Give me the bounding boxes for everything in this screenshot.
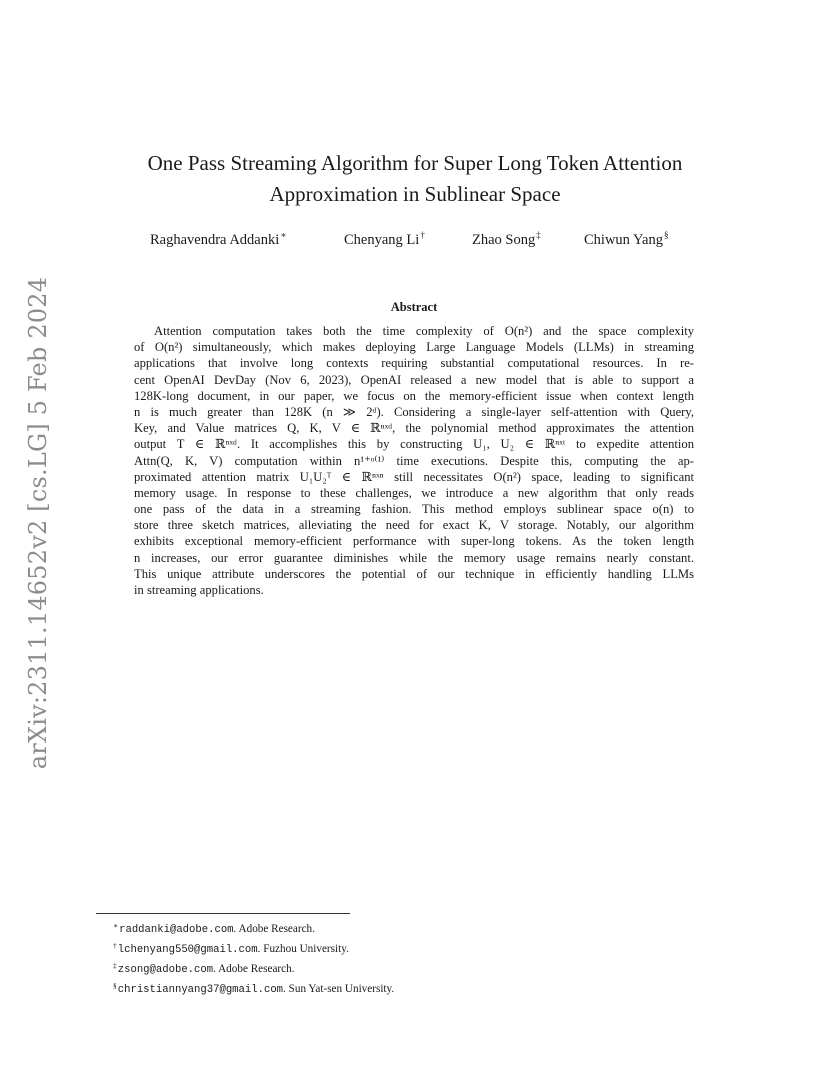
abstract-line: exhibits exceptional memory-efficient performance with super-long tokens. As the token length (134, 534, 694, 549)
footnote-email[interactable]: christiannyang37@gmail.com (117, 984, 284, 996)
abstract-line: Attention computation takes both the time complexity of O(n²) and the space complexity (154, 324, 694, 338)
footnote-email[interactable]: raddanki@adobe.com (119, 924, 234, 936)
author-mark: ∗ (280, 230, 287, 240)
footnote-mark: § (113, 981, 117, 990)
abstract-line: applications that involve long contexts requiring substantial computational resources. In re- (134, 356, 694, 371)
abstract-heading: Abstract (390, 300, 438, 314)
abstract-line: of O(n²) simultaneously, which makes deploying Large Language Models (LLMs) in streaming (134, 340, 694, 355)
footnotes (113, 918, 394, 998)
author-2 (344, 230, 425, 249)
author-1 (150, 230, 286, 249)
abstract-line: proximated attention matrix U₁U₂ᵀ ∈ ℝⁿˣⁿ still necessitates O(n²) space, leading to significant (134, 469, 694, 484)
abstract-line: cent OpenAI DevDay (Nov 6, 2023), OpenAI released a new model that is able to support a (134, 372, 694, 387)
footnote-item (113, 958, 394, 978)
footnote-affiliation: . Fuzhou University. (257, 943, 349, 955)
author-3 (472, 230, 541, 249)
author-4 (584, 230, 668, 249)
author-mark: † (420, 230, 425, 240)
abstract-line: output T ∈ ℝⁿˣᵈ. It accomplishes this by constructing U₁, U₂ ∈ ℝⁿˣᵗ to expedite attention (134, 437, 694, 452)
footnote-mark: ∗ (113, 921, 119, 930)
abstract-line: Attn(Q, K, V) computation within n¹⁺ᵒ⁽¹⁾ time executions. Despite this, computing the ap- (134, 453, 694, 468)
paper-title (100, 148, 730, 210)
abstract-body (134, 323, 694, 598)
abstract-line: in streaming applications. (134, 583, 264, 597)
author-name: Chiwun Yang (584, 232, 663, 248)
author-name: Raghavendra Addanki (150, 232, 280, 248)
title-line-2: Approximation in Sublinear Space (269, 182, 561, 206)
abstract-line: Key, and Value matrices Q, K, V ∈ ℝⁿˣᵈ, the polynomial method approximates the attention (134, 421, 694, 436)
author-name: Chenyang Li (344, 232, 420, 248)
author-list (0, 230, 828, 252)
abstract-line: one pass of the data in a streaming fashion. This method employs sublinear space o(n) to (134, 502, 694, 517)
abstract-line: memory usage. In response to these challenges, we introduce a new algorithm that only reads (134, 485, 694, 500)
abstract-line: n is much greater than 128K (n ≫ 2ᵈ). Considering a single-layer self-attention with Query, (134, 404, 694, 419)
footnote-mark: † (113, 941, 117, 950)
author-name: Zhao Song (472, 232, 536, 248)
abstract-line: store three sketch matrices, alleviating the need for exact K, V storage. Notably, our algorithm (134, 518, 694, 533)
abstract-line: This unique attribute underscores the potential of our technique in efficiently handling LLMs (134, 566, 694, 581)
footnote-affiliation: . Sun Yat-sen University. (283, 983, 395, 995)
footnote-item (113, 918, 394, 938)
author-mark: ‡ (536, 230, 541, 240)
abstract-line: 128K-long document, in our paper, we focus on the memory-efficient issue when context length (134, 388, 694, 403)
abstract-line: n increases, our error guarantee diminishes while the memory usage remains nearly constant. (134, 550, 694, 565)
footnote-mark: ‡ (113, 961, 117, 970)
title-line-1: One Pass Streaming Algorithm for Super Long Token Attention (147, 151, 683, 175)
footnote-affiliation: . Adobe Research. (233, 923, 315, 935)
author-mark: § (663, 230, 669, 240)
footnote-affiliation: . Adobe Research. (213, 963, 295, 975)
footnote-divider (96, 913, 350, 914)
arxiv-watermark: arXiv:2311.14652v2 [cs.LG] 5 Feb 2024 (24, 276, 52, 770)
footnote-email[interactable]: zsong@adobe.com (117, 964, 214, 976)
footnote-email[interactable]: lchenyang550@gmail.com (117, 944, 258, 956)
footnote-item (113, 938, 394, 958)
footnote-item (113, 978, 394, 998)
